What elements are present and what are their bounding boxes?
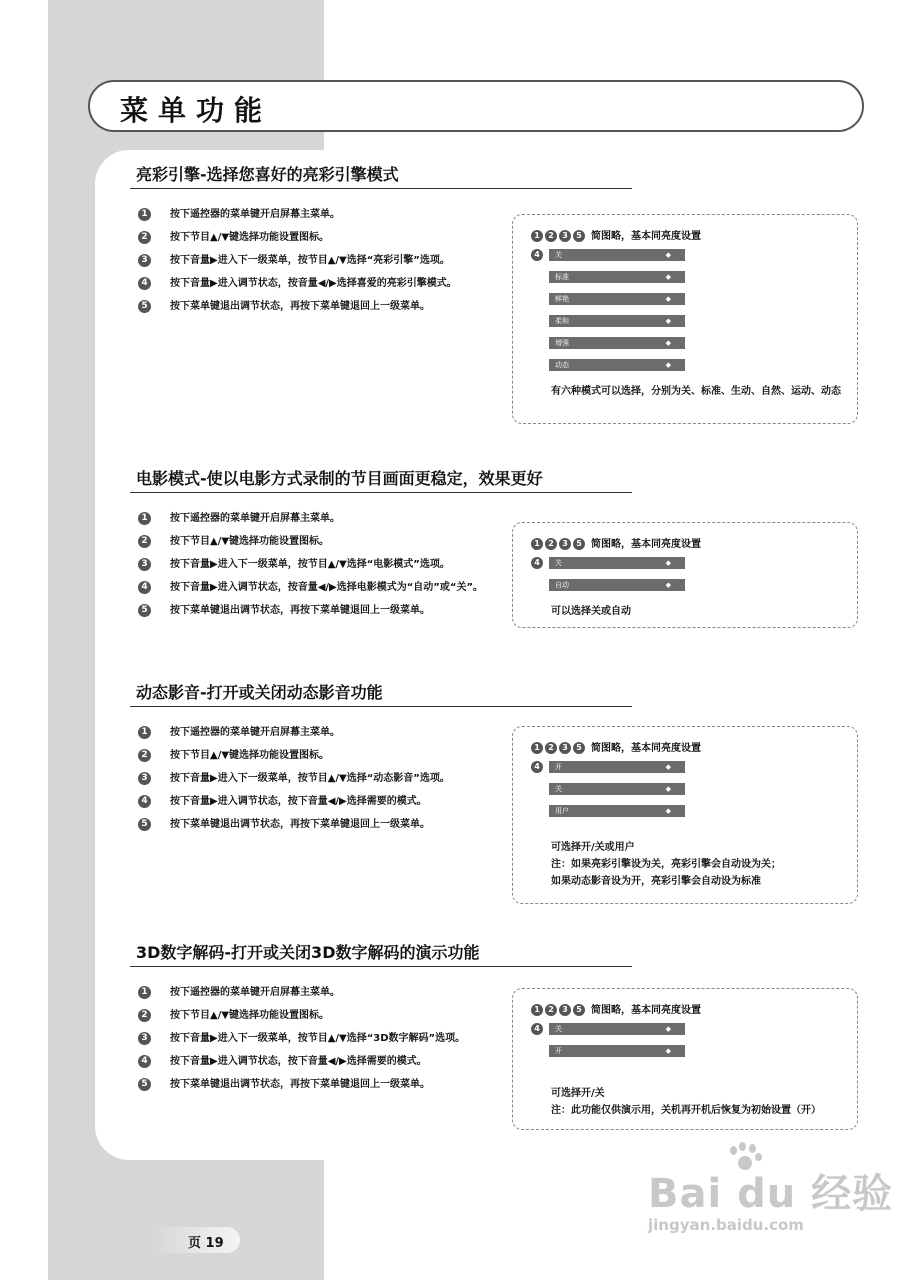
step-text: 按下菜单键退出调节状态，再按下菜单键退回上一级菜单。	[170, 1079, 430, 1090]
box-header	[531, 227, 701, 242]
step-text: 按下音量▶进入调节状态，按音量◀/▶选择电影模式为“自动”或“关”。	[170, 582, 484, 593]
step-badge-icon: 5	[573, 1004, 585, 1016]
step-text: 按下节目▲/▼键选择功能设置图标。	[170, 232, 330, 243]
step-number-icon: 1	[138, 208, 151, 221]
step-item	[138, 793, 508, 811]
menu-diagram-box	[512, 522, 858, 628]
step-item	[138, 206, 508, 224]
step-item	[138, 724, 508, 742]
watermark-logo: Bai du 经验	[648, 1171, 894, 1217]
step-badge-icon: 5	[573, 538, 585, 550]
page-number-pill	[150, 1227, 240, 1253]
step-text: 按下音量▶进入下一级菜单，按节目▲/▼选择“3D数字解码”选项。	[170, 1033, 466, 1044]
step4-badge-icon: 4	[531, 1023, 543, 1035]
menu-option-label: 用户	[555, 807, 569, 815]
step-number-icon: 2	[138, 231, 151, 244]
section-0	[130, 162, 870, 422]
option-marker-icon: ◆	[665, 339, 671, 347]
step-text: 按下遥控器的菜单键开启屏幕主菜单。	[170, 513, 340, 524]
box-header-text: 简图略，基本同亮度设置	[591, 743, 701, 754]
step-list	[138, 724, 508, 839]
step-number-icon: 5	[138, 1078, 151, 1091]
step-item	[138, 252, 508, 270]
step-text: 按下遥控器的菜单键开启屏幕主菜单。	[170, 987, 340, 998]
option-marker-icon: ◆	[665, 1025, 671, 1033]
step-badge-icon: 1	[531, 1004, 543, 1016]
step-number-icon: 2	[138, 535, 151, 548]
page-header	[88, 80, 864, 132]
menu-option-bar	[549, 359, 685, 371]
menu-option-label: 关	[555, 1025, 562, 1033]
option-marker-icon: ◆	[665, 251, 671, 259]
menu-option-bar	[549, 579, 685, 591]
section-2	[130, 680, 870, 940]
option-marker-icon: ◆	[665, 317, 671, 325]
box-header	[531, 1001, 701, 1016]
option-marker-icon: ◆	[665, 1047, 671, 1055]
step-item	[138, 747, 508, 765]
step-item	[138, 984, 508, 1002]
step-badge-icon: 2	[545, 1004, 557, 1016]
menu-diagram-box	[512, 214, 858, 424]
menu-option-bar	[549, 1023, 685, 1035]
section-title: 3D数字解码-打开或关闭3D数字解码的演示功能	[136, 943, 480, 962]
menu-option-label: 关	[555, 251, 562, 259]
box-header	[531, 535, 701, 550]
step-text: 按下节目▲/▼键选择功能设置图标。	[170, 750, 330, 761]
step-text: 按下音量▶进入下一级菜单，按节目▲/▼选择“亮彩引擎”选项。	[170, 255, 450, 266]
step-list	[138, 206, 508, 321]
option-marker-icon: ◆	[665, 273, 671, 281]
step-badge-icon: 3	[559, 1004, 571, 1016]
box-header-text: 简图略，基本同亮度设置	[591, 539, 701, 550]
step4-badge-icon: 4	[531, 557, 543, 569]
step-item	[138, 1030, 508, 1048]
page-number: 页 19	[188, 1236, 224, 1251]
step-text: 按下节目▲/▼键选择功能设置图标。	[170, 536, 330, 547]
step-number-icon: 1	[138, 512, 151, 525]
section-title: 电影模式-使以电影方式录制的节目画面更稳定，效果更好	[136, 469, 543, 488]
option-marker-icon: ◆	[665, 785, 671, 793]
box-header-text: 简图略，基本同亮度设置	[591, 1005, 701, 1016]
menu-option-label: 动态	[555, 361, 569, 369]
step4-badge-icon: 4	[531, 761, 543, 773]
step-text: 按下菜单键退出调节状态，再按下菜单键退回上一级菜单。	[170, 819, 430, 830]
step-number-icon: 3	[138, 1032, 151, 1045]
step-item	[138, 770, 508, 788]
step-badge-icon: 2	[545, 742, 557, 754]
menu-option-label: 关	[555, 785, 562, 793]
step-text: 按下音量▶进入调节状态，按下音量◀/▶选择需要的模式。	[170, 796, 427, 807]
step-item	[138, 1076, 508, 1094]
step-item	[138, 275, 508, 293]
step-number-icon: 1	[138, 986, 151, 999]
step-badge-icon: 3	[559, 230, 571, 242]
box-note: 可选择开/关 注：此功能仅供演示用，关机再开机后恢复为初始设置（开）	[551, 1088, 821, 1116]
menu-option-bar	[549, 293, 685, 305]
menu-option-bar	[549, 761, 685, 773]
step-item	[138, 510, 508, 528]
step-number-icon: 2	[138, 1009, 151, 1022]
step-text: 按下菜单键退出调节状态，再按下菜单键退回上一级菜单。	[170, 605, 430, 616]
step-badge-icon: 1	[531, 538, 543, 550]
step-number-icon: 5	[138, 604, 151, 617]
step-text: 按下音量▶进入调节状态，按音量◀/▶选择喜爱的亮彩引擎模式。	[170, 278, 457, 289]
box-header-text: 简图略，基本同亮度设置	[591, 231, 701, 242]
menu-diagram-box	[512, 988, 858, 1130]
section-title: 亮彩引擎-选择您喜好的亮彩引擎模式	[136, 165, 399, 184]
menu-option-bar	[549, 783, 685, 795]
option-marker-icon: ◆	[665, 763, 671, 771]
step-number-icon: 4	[138, 277, 151, 290]
step-text: 按下音量▶进入下一级菜单，按节目▲/▼选择“电影模式”选项。	[170, 559, 450, 570]
step-text: 按下节目▲/▼键选择功能设置图标。	[170, 1010, 330, 1021]
section-divider	[130, 492, 632, 493]
menu-option-label: 自动	[555, 581, 569, 589]
menu-option-bar	[549, 1045, 685, 1057]
step-text: 按下菜单键退出调节状态，再按下菜单键退回上一级菜单。	[170, 301, 430, 312]
step-badge-icon: 1	[531, 230, 543, 242]
menu-option-label: 增强	[555, 339, 569, 347]
step-item	[138, 816, 508, 834]
step-badge-icon: 5	[573, 742, 585, 754]
step4-badge-icon: 4	[531, 249, 543, 261]
step-item	[138, 533, 508, 551]
menu-option-label: 鲜艳	[555, 295, 569, 303]
baidu-watermark	[640, 1142, 894, 1252]
box-note: 可选择开/关或用户 注：如果亮彩引擎设为关，亮彩引擎会自动设为关； 如果动态影音设为开，亮彩引擎会自动设为标准	[551, 842, 781, 887]
page-title: 菜单功能	[120, 94, 273, 127]
step-list	[138, 984, 508, 1099]
step-badge-icon: 3	[559, 538, 571, 550]
watermark-url: jingyan.baidu.com	[648, 1216, 804, 1234]
step-number-icon: 4	[138, 795, 151, 808]
menu-option-bar	[549, 805, 685, 817]
step-item	[138, 229, 508, 247]
section-title: 动态影音-打开或关闭动态影音功能	[136, 683, 383, 702]
step-item	[138, 579, 508, 597]
step-number-icon: 4	[138, 1055, 151, 1068]
step-number-icon: 3	[138, 772, 151, 785]
section-divider	[130, 706, 632, 707]
step-text: 按下遥控器的菜单键开启屏幕主菜单。	[170, 209, 340, 220]
option-marker-icon: ◆	[665, 361, 671, 369]
step-text: 按下音量▶进入下一级菜单，按节目▲/▼选择“动态影音”选项。	[170, 773, 450, 784]
step-number-icon: 1	[138, 726, 151, 739]
step-number-icon: 5	[138, 300, 151, 313]
step-item	[138, 1053, 508, 1071]
menu-option-bar	[549, 337, 685, 349]
menu-option-label: 柔和	[555, 317, 569, 325]
option-marker-icon: ◆	[665, 807, 671, 815]
menu-option-bar	[549, 315, 685, 327]
step-badge-icon: 1	[531, 742, 543, 754]
step-number-icon: 5	[138, 818, 151, 831]
menu-diagram-box	[512, 726, 858, 904]
option-marker-icon: ◆	[665, 559, 671, 567]
step-number-icon: 3	[138, 254, 151, 267]
box-header	[531, 739, 701, 754]
step-number-icon: 4	[138, 581, 151, 594]
step-list	[138, 510, 508, 625]
step-item	[138, 556, 508, 574]
section-divider	[130, 188, 632, 189]
section-divider	[130, 966, 632, 967]
step-badge-icon: 2	[545, 230, 557, 242]
step-text: 按下音量▶进入调节状态，按下音量◀/▶选择需要的模式。	[170, 1056, 427, 1067]
option-marker-icon: ◆	[665, 295, 671, 303]
step-number-icon: 3	[138, 558, 151, 571]
step-item	[138, 1007, 508, 1025]
menu-option-bar	[549, 271, 685, 283]
step-text: 按下遥控器的菜单键开启屏幕主菜单。	[170, 727, 340, 738]
box-note: 可以选择关或自动	[551, 606, 631, 617]
menu-option-label: 标准	[555, 273, 569, 281]
menu-option-bar	[549, 557, 685, 569]
menu-option-label: 关	[555, 559, 562, 567]
menu-option-bar	[549, 249, 685, 261]
step-badge-icon: 3	[559, 742, 571, 754]
step-badge-icon: 2	[545, 538, 557, 550]
menu-option-label: 开	[555, 763, 562, 771]
box-note: 有六种模式可以选择，分别为关、标准、生动、自然、运动、动态	[551, 386, 841, 397]
step-item	[138, 602, 508, 620]
step-item	[138, 298, 508, 316]
step-badge-icon: 5	[573, 230, 585, 242]
option-marker-icon: ◆	[665, 581, 671, 589]
menu-option-label: 开	[555, 1047, 562, 1055]
step-number-icon: 2	[138, 749, 151, 762]
